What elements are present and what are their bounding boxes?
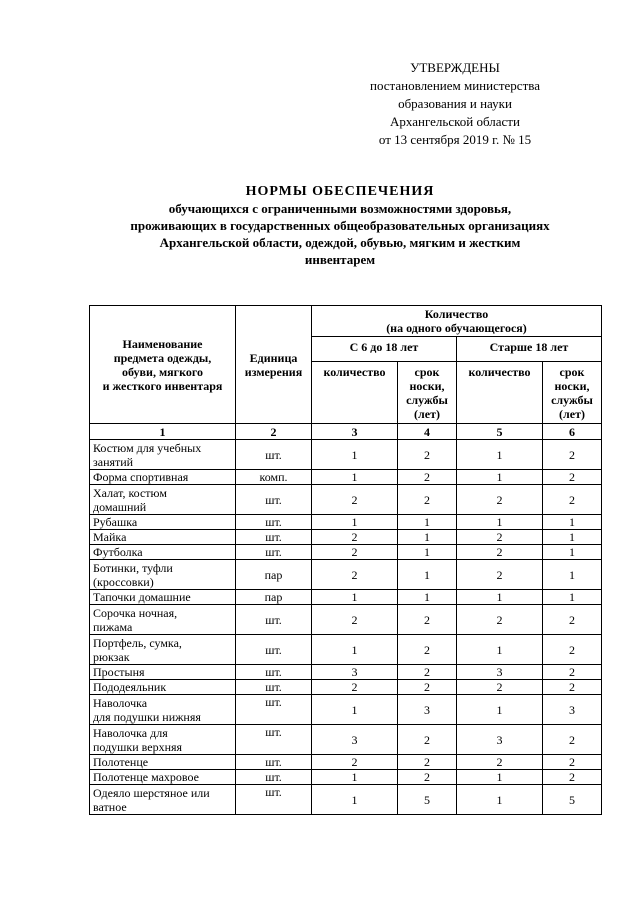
term-6-18-cell: 2 bbox=[398, 770, 457, 785]
item-name-cell: Простыня bbox=[90, 665, 236, 680]
quantity-over-18-cell: 3 bbox=[457, 725, 543, 755]
term-6-18-cell: 2 bbox=[398, 725, 457, 755]
term-6-18-cell: 2 bbox=[398, 665, 457, 680]
unit-cell: шт. bbox=[236, 770, 312, 785]
term-6-18-cell: 2 bbox=[398, 680, 457, 695]
table-row bbox=[90, 485, 602, 515]
quantity-over-18-cell: 1 bbox=[457, 515, 543, 530]
unit-cell: шт. bbox=[236, 545, 312, 560]
column-number: 2 bbox=[236, 424, 312, 440]
table-row bbox=[90, 470, 602, 485]
quantity-over-18-cell: 2 bbox=[457, 755, 543, 770]
item-name-cell: Тапочки домашние bbox=[90, 590, 236, 605]
table-row bbox=[90, 695, 602, 725]
term-6-18-cell: 1 bbox=[398, 560, 457, 590]
term-6-18-cell: 1 bbox=[398, 530, 457, 545]
term-6-18-cell: 2 bbox=[398, 470, 457, 485]
term-over-18-cell: 2 bbox=[543, 605, 602, 635]
header-age-over-18: Старше 18 лет bbox=[457, 337, 602, 362]
approval-line: Архангельской области bbox=[390, 114, 520, 129]
item-name-cell: Футболка bbox=[90, 545, 236, 560]
table-row bbox=[90, 785, 602, 815]
table-row bbox=[90, 680, 602, 695]
quantity-6-18-cell: 2 bbox=[312, 605, 398, 635]
term-over-18-cell: 3 bbox=[543, 695, 602, 725]
term-over-18-cell: 1 bbox=[543, 560, 602, 590]
table-row bbox=[90, 560, 602, 590]
header-item-name: Наименование предмета одежды, обуви, мягкого и жесткого инвентаря bbox=[90, 306, 236, 424]
table-header bbox=[90, 306, 602, 440]
term-over-18-cell: 2 bbox=[543, 440, 602, 470]
item-name-cell: Халат, костюм домашний bbox=[90, 485, 236, 515]
quantity-over-18-cell: 1 bbox=[457, 770, 543, 785]
quantity-6-18-cell: 1 bbox=[312, 770, 398, 785]
quantity-6-18-cell: 2 bbox=[312, 545, 398, 560]
term-over-18-cell: 1 bbox=[543, 545, 602, 560]
unit-cell: шт. bbox=[236, 755, 312, 770]
term-over-18-cell: 1 bbox=[543, 530, 602, 545]
table-row bbox=[90, 605, 602, 635]
table-row bbox=[90, 665, 602, 680]
item-name-cell: Портфель, сумка, рюкзак bbox=[90, 635, 236, 665]
term-6-18-cell: 1 bbox=[398, 590, 457, 605]
document-subtitle-line: проживающих в государственных общеобразовательных организациях bbox=[130, 218, 550, 233]
approval-line: УТВЕРЖДЕНЫ bbox=[410, 60, 500, 75]
column-number: 6 bbox=[543, 424, 602, 440]
table-row bbox=[90, 530, 602, 545]
item-name-cell: Наволочка для подушки верхняя bbox=[90, 725, 236, 755]
term-6-18-cell: 5 bbox=[398, 785, 457, 815]
unit-cell: пар bbox=[236, 590, 312, 605]
header-count-6-18: количество bbox=[312, 362, 398, 424]
quantity-6-18-cell: 1 bbox=[312, 695, 398, 725]
document-subtitle-line: инвентарем bbox=[304, 252, 376, 267]
approval-line: постановлением министерства bbox=[369, 78, 540, 93]
quantity-over-18-cell: 1 bbox=[457, 440, 543, 470]
norms-table bbox=[89, 305, 602, 815]
item-name-cell: Ботинки, туфли (кроссовки) bbox=[90, 560, 236, 590]
document-title: НОРМЫ ОБЕСПЕЧЕНИЯ bbox=[245, 184, 435, 199]
term-6-18-cell: 2 bbox=[398, 755, 457, 770]
header-term-6-18: срок носки, службы (лет) bbox=[398, 362, 457, 424]
approval-line: от 13 сентября 2019 г. № 15 bbox=[378, 132, 532, 147]
table-row bbox=[90, 545, 602, 560]
quantity-over-18-cell: 1 bbox=[457, 635, 543, 665]
table-row bbox=[90, 755, 602, 770]
term-6-18-cell: 2 bbox=[398, 440, 457, 470]
unit-cell: шт. bbox=[236, 695, 312, 725]
quantity-6-18-cell: 1 bbox=[312, 470, 398, 485]
unit-cell: шт. bbox=[236, 635, 312, 665]
table-row bbox=[90, 725, 602, 755]
quantity-6-18-cell: 1 bbox=[312, 590, 398, 605]
quantity-over-18-cell: 3 bbox=[457, 665, 543, 680]
term-6-18-cell: 3 bbox=[398, 695, 457, 725]
item-name-cell: Рубашка bbox=[90, 515, 236, 530]
term-over-18-cell: 1 bbox=[543, 590, 602, 605]
column-number: 1 bbox=[90, 424, 236, 440]
approval-block bbox=[330, 59, 580, 149]
term-over-18-cell: 1 bbox=[543, 515, 602, 530]
approval-line: образования и науки bbox=[398, 96, 512, 111]
item-name-cell: Майка bbox=[90, 530, 236, 545]
table-row bbox=[90, 770, 602, 785]
unit-cell: шт. bbox=[236, 680, 312, 695]
unit-cell: комп. bbox=[236, 470, 312, 485]
quantity-6-18-cell: 2 bbox=[312, 680, 398, 695]
header-unit: Единица измерения bbox=[236, 306, 312, 424]
item-name-cell: Полотенце bbox=[90, 755, 236, 770]
quantity-6-18-cell: 1 bbox=[312, 515, 398, 530]
term-over-18-cell: 2 bbox=[543, 635, 602, 665]
term-6-18-cell: 2 bbox=[398, 635, 457, 665]
term-over-18-cell: 2 bbox=[543, 665, 602, 680]
quantity-6-18-cell: 2 bbox=[312, 485, 398, 515]
table-row bbox=[90, 440, 602, 470]
quantity-6-18-cell: 2 bbox=[312, 755, 398, 770]
quantity-over-18-cell: 1 bbox=[457, 785, 543, 815]
term-over-18-cell: 5 bbox=[543, 785, 602, 815]
term-over-18-cell: 2 bbox=[543, 485, 602, 515]
term-over-18-cell: 2 bbox=[543, 680, 602, 695]
quantity-6-18-cell: 1 bbox=[312, 785, 398, 815]
table-row bbox=[90, 515, 602, 530]
quantity-6-18-cell: 1 bbox=[312, 635, 398, 665]
header-count-over-18: количество bbox=[457, 362, 543, 424]
quantity-6-18-cell: 2 bbox=[312, 560, 398, 590]
item-name-cell: Наволочка для подушки нижняя bbox=[90, 695, 236, 725]
term-over-18-cell: 2 bbox=[543, 725, 602, 755]
header-age-6-18: С 6 до 18 лет bbox=[312, 337, 457, 362]
term-over-18-cell: 2 bbox=[543, 470, 602, 485]
column-number: 5 bbox=[457, 424, 543, 440]
quantity-6-18-cell: 3 bbox=[312, 725, 398, 755]
item-name-cell: Костюм для учебных занятий bbox=[90, 440, 236, 470]
quantity-over-18-cell: 2 bbox=[457, 605, 543, 635]
item-name-cell: Сорочка ночная, пижама bbox=[90, 605, 236, 635]
quantity-over-18-cell: 2 bbox=[457, 485, 543, 515]
quantity-6-18-cell: 1 bbox=[312, 440, 398, 470]
column-number: 4 bbox=[398, 424, 457, 440]
quantity-over-18-cell: 2 bbox=[457, 545, 543, 560]
unit-cell: шт. bbox=[236, 725, 312, 755]
term-6-18-cell: 1 bbox=[398, 515, 457, 530]
unit-cell: пар bbox=[236, 560, 312, 590]
quantity-over-18-cell: 2 bbox=[457, 680, 543, 695]
table-body bbox=[90, 440, 602, 815]
unit-cell: шт. bbox=[236, 605, 312, 635]
item-name-cell: Одеяло шерстяное или ватное bbox=[90, 785, 236, 815]
header-term-over-18: срок носки, службы (лет) bbox=[543, 362, 602, 424]
document-subtitle-line: Архангельской области, одеждой, обувью, мягким и жестким bbox=[159, 235, 521, 250]
table-row bbox=[90, 590, 602, 605]
header-quantity: Количество (на одного обучающегося) bbox=[312, 306, 602, 337]
term-6-18-cell: 2 bbox=[398, 605, 457, 635]
quantity-over-18-cell: 2 bbox=[457, 560, 543, 590]
term-over-18-cell: 2 bbox=[543, 755, 602, 770]
table-row bbox=[90, 635, 602, 665]
document-title-block bbox=[80, 183, 600, 268]
unit-cell: шт. bbox=[236, 440, 312, 470]
quantity-6-18-cell: 2 bbox=[312, 530, 398, 545]
unit-cell: шт. bbox=[236, 785, 312, 815]
item-name-cell: Пододеяльник bbox=[90, 680, 236, 695]
term-6-18-cell: 1 bbox=[398, 545, 457, 560]
unit-cell: шт. bbox=[236, 530, 312, 545]
quantity-over-18-cell: 1 bbox=[457, 470, 543, 485]
quantity-over-18-cell: 1 bbox=[457, 590, 543, 605]
unit-cell: шт. bbox=[236, 665, 312, 680]
term-over-18-cell: 2 bbox=[543, 770, 602, 785]
unit-cell: шт. bbox=[236, 485, 312, 515]
term-6-18-cell: 2 bbox=[398, 485, 457, 515]
column-number: 3 bbox=[312, 424, 398, 440]
quantity-6-18-cell: 3 bbox=[312, 665, 398, 680]
quantity-over-18-cell: 1 bbox=[457, 695, 543, 725]
document-subtitle-line: обучающихся с ограниченными возможностями здоровья, bbox=[168, 201, 512, 216]
item-name-cell: Форма спортивная bbox=[90, 470, 236, 485]
unit-cell: шт. bbox=[236, 515, 312, 530]
item-name-cell: Полотенце махровое bbox=[90, 770, 236, 785]
quantity-over-18-cell: 2 bbox=[457, 530, 543, 545]
